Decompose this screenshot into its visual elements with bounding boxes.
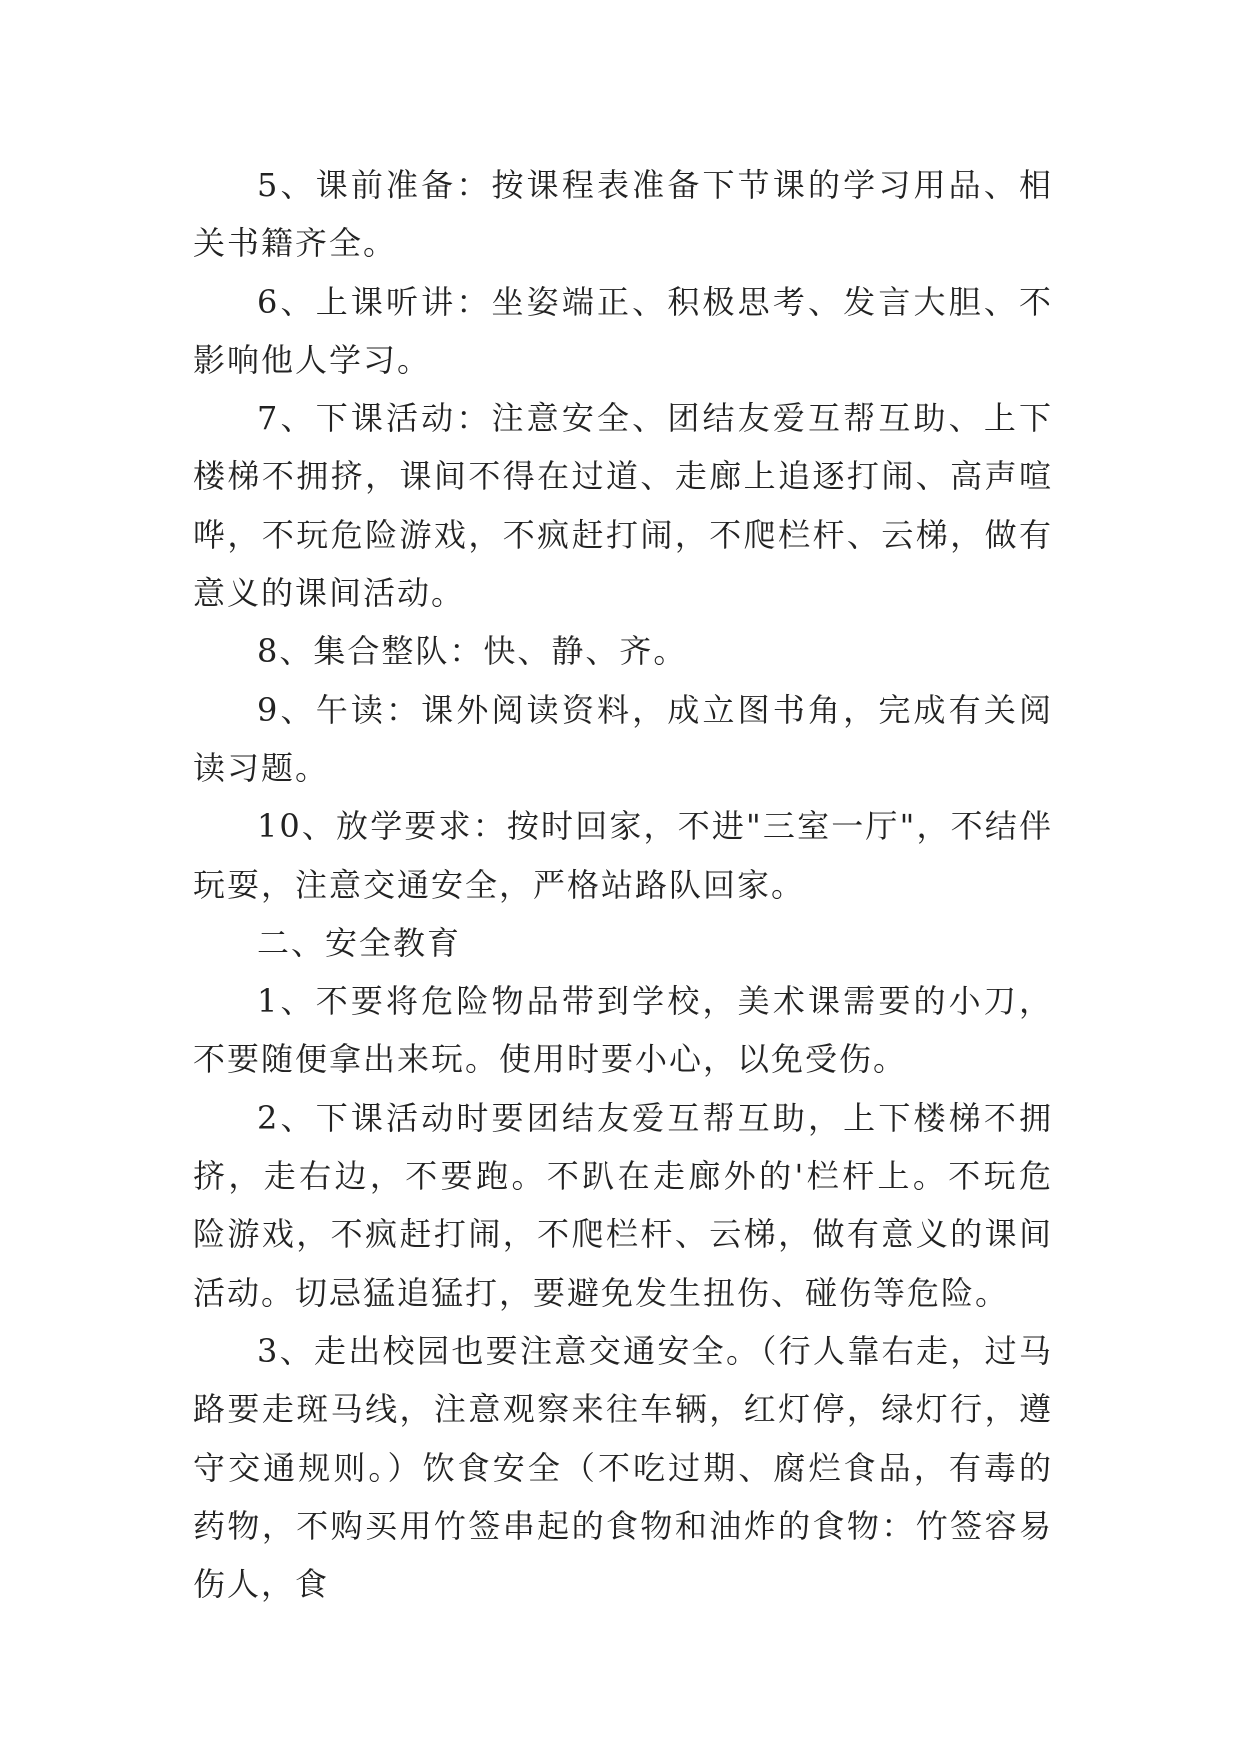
- document-body: [193, 156, 1053, 1613]
- safety-item-3: 3、走出校园也要注意交通安全。（行人靠右走，过马路要走斑马线，注意观察来往车辆，红灯停，绿灯行，遵守交通规则。）饮食安全（不吃过期、腐烂食品，有毒的药物，不购买用竹签串起的食物和油炸的食物：竹签容易伤人，食: [193, 1331, 1053, 1604]
- safety-item-1: 1、不要将危险物品带到学校，美术课需要的小刀，不要随便拿出来玩。使用时要小心，以免受伤。: [193, 982, 1053, 1079]
- paragraph-item-6: 6、上课听讲：坐姿端正、积极思考、发言大胆、不影响他人学习。: [193, 282, 1053, 379]
- paragraph-item-7: 7、下课活动：注意安全、团结友爱互帮互助、上下楼梯不拥挤，课间不得在过道、走廊上追逐打闹、高声喧哗，不玩危险游戏，不疯赶打闹，不爬栏杆、云梯，做有意义的课间活动。: [193, 399, 1053, 613]
- paragraph-item-5: 5、课前准备：按课程表准备下节课的学习用品、相关书籍齐全。: [193, 166, 1053, 263]
- paragraph-item-9: 9、午读：课外阅读资料，成立图书角，完成有关阅读习题。: [193, 690, 1053, 787]
- paragraph-item-8: 8、集合整队：快、静、齐。: [257, 632, 688, 671]
- safety-item-2: 2、下课活动时要团结友爱互帮互助，上下楼梯不拥挤，走右边，不要跑。不趴在走廊外的'栏杆上。不玩危险游戏，不疯赶打闹，不爬栏杆、云梯，做有意义的课间活动。切忌猛追猛打，要避免发生扭伤、碰伤等危险。: [193, 1098, 1053, 1312]
- section-heading-safety: 二、安全教育: [257, 923, 462, 962]
- paragraph-item-10: 10、放学要求：按时回家，不进"三室一厅"，不结伴玩耍，注意交通安全，严格站路队回家。: [193, 807, 1053, 904]
